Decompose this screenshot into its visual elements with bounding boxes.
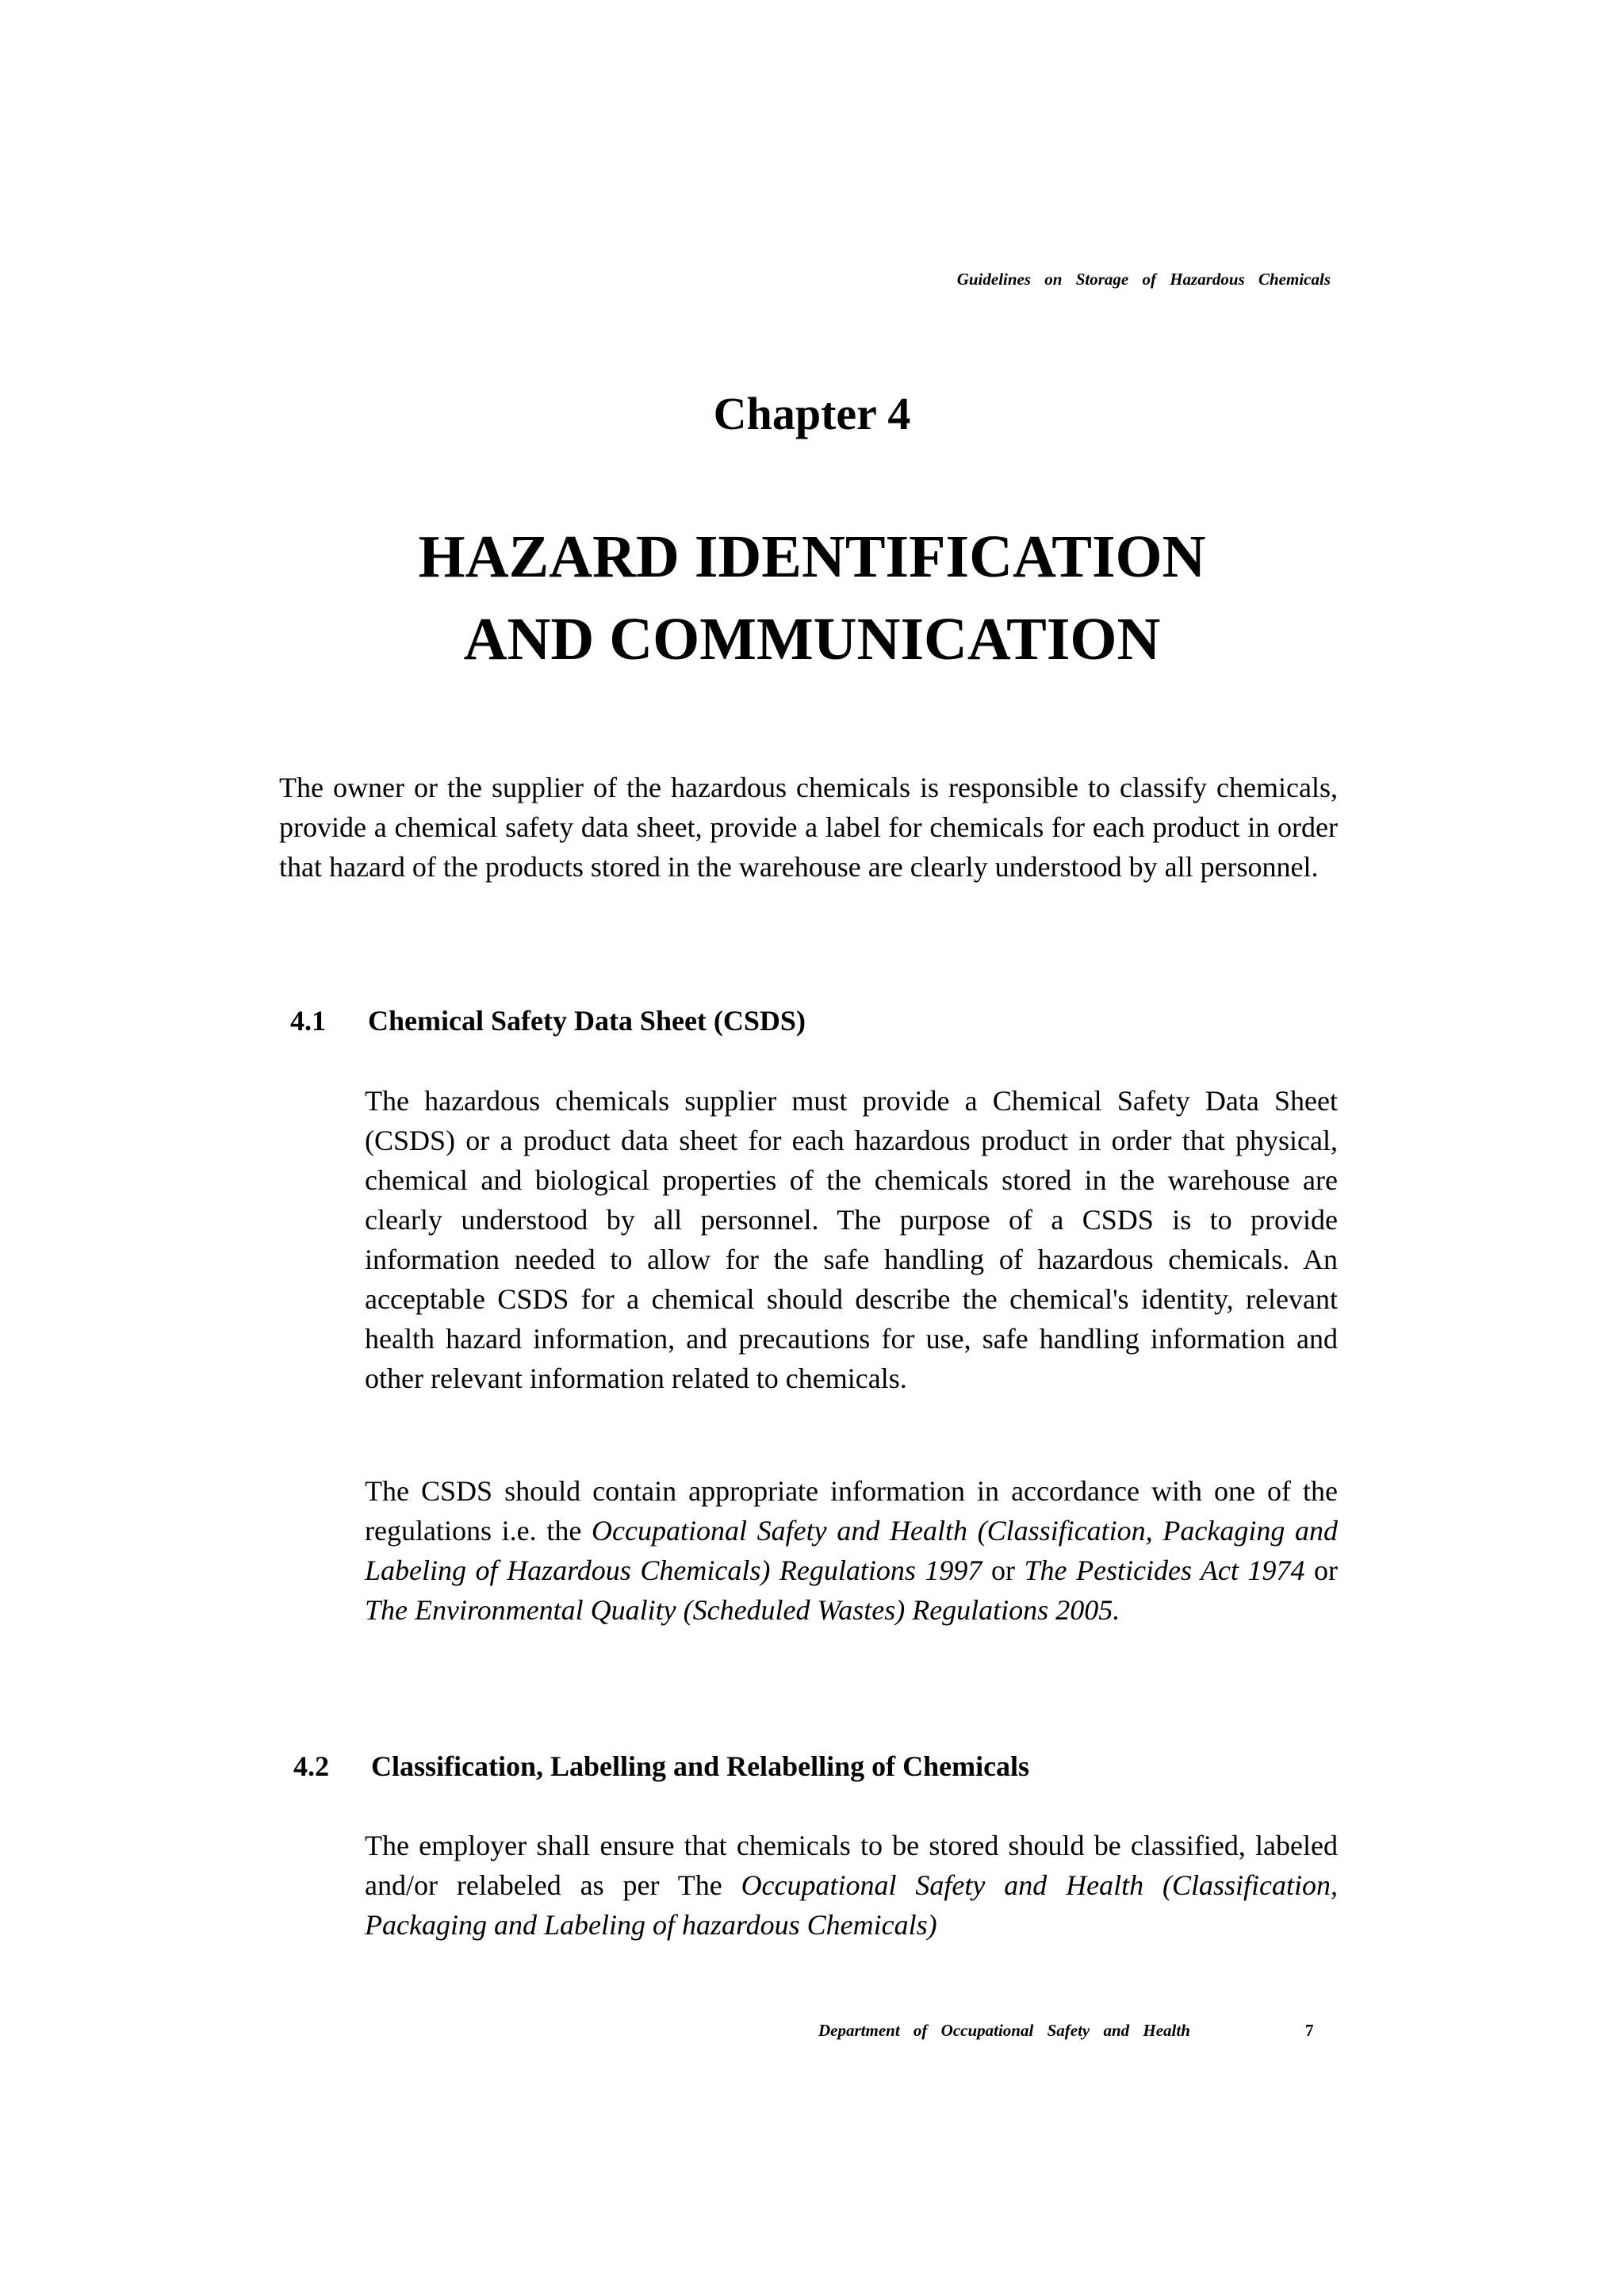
section-4-1-paragraph-2 — [365, 1471, 1338, 1630]
intro-paragraph: The owner or the supplier of the hazardous chemicals is responsible to classify chemicals, provide a chemical safety data sheet, provide a label for chemicals for each product in order that hazard of the products stored in the warehouse are clearly understood by all personnel. — [279, 772, 1338, 883]
regulation-title: Occupational Safety and Health (Classification, Packaging and Labeling of Hazardous Chemicals) Regulations 1997 — [365, 1515, 1339, 1586]
chapter-title — [0, 516, 1624, 680]
conjunction-text: or — [1314, 1554, 1339, 1586]
section-4-2-heading — [293, 1746, 1029, 1786]
chapter-label: Chapter 4 — [713, 388, 911, 439]
conjunction-text: or — [990, 1554, 1015, 1586]
section-4-1-heading — [290, 1001, 806, 1041]
footer-department: Department of Occupational Safety and Health — [818, 2021, 1190, 2040]
paragraph-text: The CSDS should contain appropriate information in accordance with one of the regulations i.e. the — [365, 1475, 1338, 1547]
regulation-title: The Environmental Quality (Scheduled Wastes) Regulations 2005. — [365, 1594, 1120, 1626]
section-title: Classification, Labelling and Relabelling of Chemicals — [371, 1750, 1030, 1782]
section-number: 4.2 — [293, 1750, 329, 1782]
regulation-title: Occupational Safety and Health (Classification, Packaging and Labeling of hazardous Chemicals) — [365, 1869, 1338, 1941]
section-number: 4.1 — [290, 1005, 326, 1037]
regulation-title: The Pesticides Act 1974 — [1024, 1554, 1305, 1586]
page-number: 7 — [1305, 2021, 1314, 2040]
section-4-2-paragraph-1 — [365, 1826, 1338, 1945]
section-4-1-paragraph-1: The hazardous chemicals supplier must provide a Chemical Safety Data Sheet (CSDS) or a product data sheet for each hazardous product in order that physical, chemical and biological properties of the chemicals stored in the warehouse are clearly understood by all personnel. The purpose of a CSDS is to provide information needed to allow for the safe handling of hazardous chemicals. An acceptable CSDS for a chemical should describe the chemical's identity, relevant health hazard information, and precautions for use, safe handling information and other relevant information related to chemicals. — [365, 1085, 1338, 1394]
chapter-title-line-2: AND COMMUNICATION — [463, 606, 1161, 673]
paragraph-text: The employer shall ensure that chemicals to be stored should be classified, labeled and/or relabeled as per The — [365, 1830, 1338, 1901]
chapter-title-line-1: HAZARD IDENTIFICATION — [418, 523, 1206, 590]
section-title: Chemical Safety Data Sheet (CSDS) — [368, 1005, 806, 1037]
running-header: Guidelines on Storage of Hazardous Chemicals — [956, 270, 1331, 289]
